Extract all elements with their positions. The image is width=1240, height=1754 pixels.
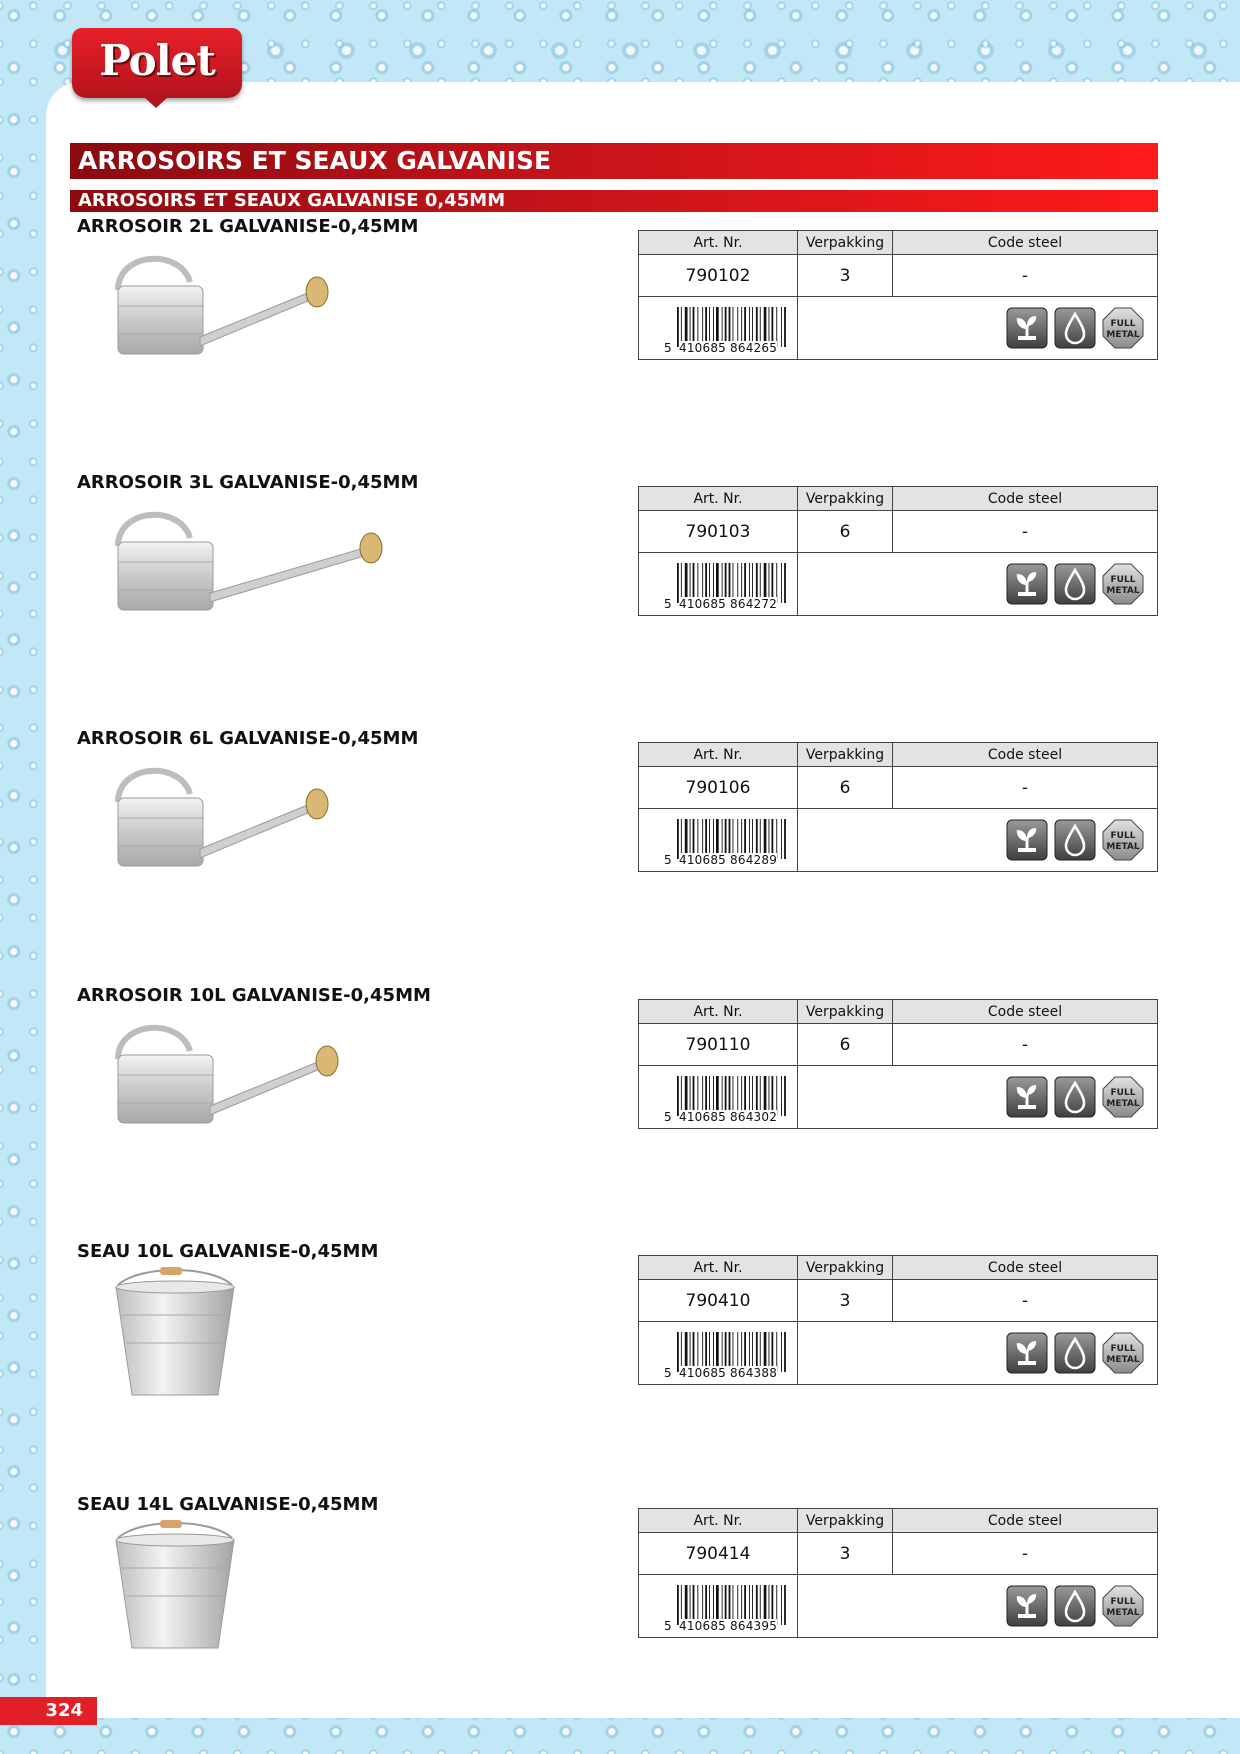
watering-can-large-illustration <box>110 1011 400 1141</box>
code-steel-value: - <box>1021 1544 1029 1564</box>
product-entry <box>0 472 1240 722</box>
water-drop-icon <box>1054 1332 1096 1374</box>
barcode <box>639 297 798 360</box>
plant-icon <box>1006 819 1048 861</box>
full-metal-line2: METAL <box>1106 586 1140 596</box>
full-metal-icon <box>1102 563 1144 605</box>
product-image <box>110 1011 400 1141</box>
spec-table-header <box>639 743 1157 767</box>
header-art-nr: Art. Nr. <box>639 1256 798 1279</box>
water-drop-icon <box>1054 1585 1096 1627</box>
spec-table-header <box>639 1000 1157 1024</box>
full-metal-line1: FULL <box>1110 575 1136 585</box>
verpakking-value: 6 <box>798 511 893 552</box>
verpakking-value: 3 <box>798 1280 893 1321</box>
spec-table-values <box>639 1280 1157 1322</box>
spec-table-header <box>639 231 1157 255</box>
full-metal-line2: METAL <box>1106 1608 1140 1618</box>
spec-table-features <box>639 809 1157 872</box>
spec-table-header <box>639 1509 1157 1533</box>
barcode-first-digit: 5 <box>664 597 672 611</box>
header-verpakking: Verpakking <box>798 1256 893 1279</box>
spec-table-values <box>639 255 1157 297</box>
water-drop-icon <box>1054 563 1096 605</box>
spec-table-values <box>639 1533 1157 1575</box>
barcode <box>639 1575 798 1638</box>
header-art-nr: Art. Nr. <box>639 743 798 766</box>
product-title: ARROSOIR 6L GALVANISE-0,45MM <box>77 728 419 749</box>
full-metal-line1: FULL <box>1110 831 1136 841</box>
header-code-steel: Code steel <box>987 235 1063 251</box>
polet-logo <box>72 28 242 98</box>
plant-icon <box>1006 307 1048 349</box>
water-drop-icon <box>1054 819 1096 861</box>
full-metal-icon <box>1102 1585 1144 1627</box>
watering-can-small-illustration <box>110 242 400 372</box>
product-image <box>110 498 400 628</box>
full-metal-line2: METAL <box>1106 330 1140 340</box>
verpakking-value: 3 <box>798 255 893 296</box>
spec-table-features <box>639 553 1157 616</box>
code-steel-value: - <box>1021 778 1029 798</box>
barcode-digits: 410685 864272 <box>679 597 778 611</box>
header-code-steel: Code steel <box>987 1004 1063 1020</box>
spec-table-values <box>639 511 1157 553</box>
plant-icon <box>1006 563 1048 605</box>
water-drop-icon <box>1054 1076 1096 1118</box>
product-entry <box>0 985 1240 1235</box>
spec-table <box>638 230 1158 360</box>
watering-can-medium-illustration <box>110 754 400 884</box>
code-steel-value: - <box>1021 1035 1029 1055</box>
barcode <box>639 1322 798 1385</box>
watering-can-long-spout-illustration <box>110 498 400 628</box>
bucket-illustration <box>110 1267 400 1397</box>
barcode-digits: 410685 864388 <box>679 1366 778 1380</box>
barcode-first-digit: 5 <box>664 1110 672 1124</box>
verpakking-value: 6 <box>798 767 893 808</box>
art-nr-value: 790102 <box>639 255 798 296</box>
section-subtitle: ARROSOIRS ET SEAUX GALVANISE 0,45MM <box>70 190 1158 212</box>
page-number: 324 <box>0 1697 97 1725</box>
section-title: ARROSOIRS ET SEAUX GALVANISE <box>70 143 1158 179</box>
barcode <box>639 1066 798 1129</box>
header-verpakking: Verpakking <box>798 743 893 766</box>
header-code-steel: Code steel <box>987 1513 1063 1529</box>
product-image <box>110 1520 400 1650</box>
art-nr-value: 790103 <box>639 511 798 552</box>
header-verpakking: Verpakking <box>798 1000 893 1023</box>
full-metal-line2: METAL <box>1106 1355 1140 1365</box>
code-steel-value: - <box>1021 522 1029 542</box>
header-code-steel: Code steel <box>987 1260 1063 1276</box>
full-metal-line1: FULL <box>1110 1088 1136 1098</box>
art-nr-value: 790414 <box>639 1533 798 1574</box>
product-entry <box>0 216 1240 466</box>
plant-icon <box>1006 1332 1048 1374</box>
spec-table <box>638 999 1158 1129</box>
product-entry <box>0 1241 1240 1491</box>
plant-icon <box>1006 1076 1048 1118</box>
header-verpakking: Verpakking <box>798 487 893 510</box>
header-art-nr: Art. Nr. <box>639 231 798 254</box>
spec-table <box>638 1508 1158 1638</box>
full-metal-line1: FULL <box>1110 319 1136 329</box>
header-code-steel: Code steel <box>987 747 1063 763</box>
header-art-nr: Art. Nr. <box>639 1509 798 1532</box>
art-nr-value: 790410 <box>639 1280 798 1321</box>
header-verpakking: Verpakking <box>798 1509 893 1532</box>
spec-table <box>638 742 1158 872</box>
barcode-first-digit: 5 <box>664 341 672 355</box>
barcode <box>639 553 798 616</box>
barcode-digits: 410685 864302 <box>679 1110 778 1124</box>
product-title: ARROSOIR 2L GALVANISE-0,45MM <box>77 216 419 237</box>
full-metal-icon <box>1102 307 1144 349</box>
barcode-digits: 410685 864265 <box>679 341 778 355</box>
spec-table <box>638 486 1158 616</box>
barcode-digits: 410685 864289 <box>679 853 778 867</box>
barcode-first-digit: 5 <box>664 853 672 867</box>
full-metal-icon <box>1102 1332 1144 1374</box>
product-title: ARROSOIR 3L GALVANISE-0,45MM <box>77 472 419 493</box>
product-entry <box>0 1494 1240 1744</box>
full-metal-line2: METAL <box>1106 1099 1140 1109</box>
product-image <box>110 1267 400 1397</box>
spec-table <box>638 1255 1158 1385</box>
product-title: SEAU 14L GALVANISE-0,45MM <box>77 1494 379 1515</box>
logo-text: Polet <box>99 36 215 85</box>
product-entry <box>0 728 1240 978</box>
barcode-first-digit: 5 <box>664 1619 672 1633</box>
art-nr-value: 790106 <box>639 767 798 808</box>
full-metal-line1: FULL <box>1110 1597 1136 1607</box>
spec-table-header <box>639 1256 1157 1280</box>
spec-table-values <box>639 1024 1157 1066</box>
header-art-nr: Art. Nr. <box>639 487 798 510</box>
header-verpakking: Verpakking <box>798 231 893 254</box>
spec-table-features <box>639 1322 1157 1385</box>
spec-table-features <box>639 1066 1157 1129</box>
product-title: SEAU 10L GALVANISE-0,45MM <box>77 1241 379 1262</box>
spec-table-values <box>639 767 1157 809</box>
verpakking-value: 6 <box>798 1024 893 1065</box>
barcode-first-digit: 5 <box>664 1366 672 1380</box>
full-metal-line1: FULL <box>1110 1344 1136 1354</box>
spec-table-features <box>639 1575 1157 1638</box>
header-art-nr: Art. Nr. <box>639 1000 798 1023</box>
bucket-illustration <box>110 1520 400 1650</box>
water-drop-icon <box>1054 307 1096 349</box>
art-nr-value: 790110 <box>639 1024 798 1065</box>
code-steel-value: - <box>1021 266 1029 286</box>
product-image <box>110 242 400 372</box>
header-code-steel: Code steel <box>987 491 1063 507</box>
full-metal-icon <box>1102 1076 1144 1118</box>
full-metal-icon <box>1102 819 1144 861</box>
spec-table-features <box>639 297 1157 360</box>
full-metal-line2: METAL <box>1106 842 1140 852</box>
plant-icon <box>1006 1585 1048 1627</box>
barcode <box>639 809 798 872</box>
product-image <box>110 754 400 884</box>
verpakking-value: 3 <box>798 1533 893 1574</box>
code-steel-value: - <box>1021 1291 1029 1311</box>
barcode-digits: 410685 864395 <box>679 1619 778 1633</box>
spec-table-header <box>639 487 1157 511</box>
product-title: ARROSOIR 10L GALVANISE-0,45MM <box>77 985 431 1006</box>
